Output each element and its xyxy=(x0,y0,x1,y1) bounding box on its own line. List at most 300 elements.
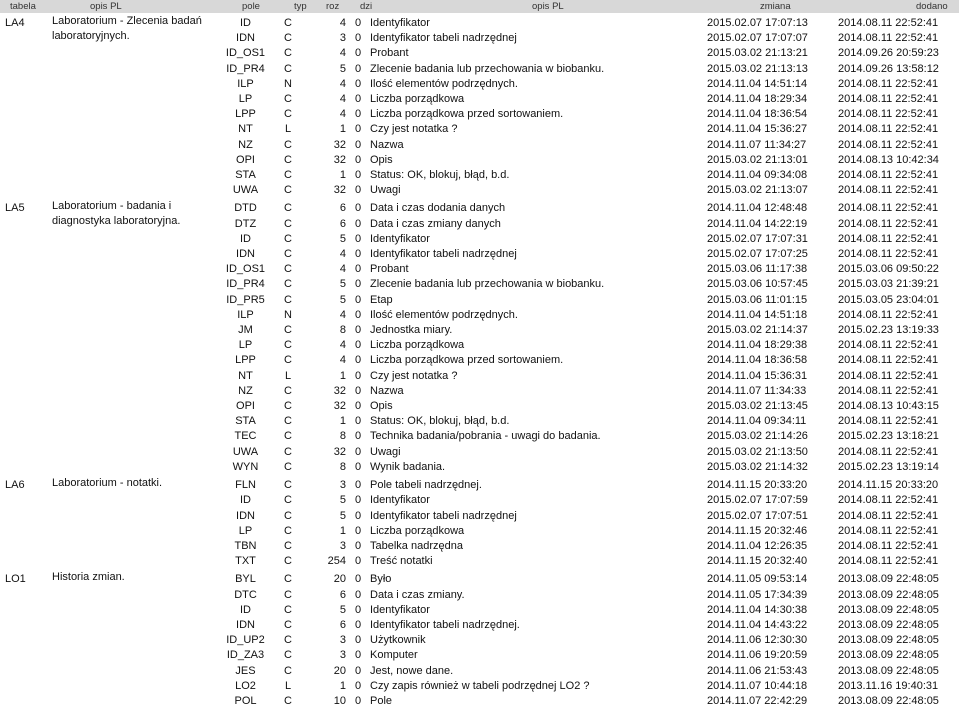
field-size: 4 xyxy=(339,47,346,60)
field-decimals: 0 xyxy=(354,524,362,537)
field-name: OPI xyxy=(236,400,255,413)
field-description: Probant xyxy=(370,263,409,276)
field-modified: 2014.11.15 20:32:46 xyxy=(707,524,808,537)
field-size: 4 xyxy=(339,248,346,261)
field-description: Wynik badania. xyxy=(370,460,446,473)
field-type: C xyxy=(284,479,292,492)
field-size: 3 xyxy=(339,32,346,45)
field-size: 32 xyxy=(333,138,346,151)
field-added: 2014.08.11 22:52:41 xyxy=(838,217,939,230)
field-modified: 2015.03.02 21:14:26 xyxy=(707,430,808,443)
field-decimals: 0 xyxy=(354,664,362,677)
field-modified: 2014.11.04 15:36:27 xyxy=(707,123,808,136)
field-name: WYN xyxy=(232,460,259,473)
field-name: ID xyxy=(240,17,251,29)
field-modified: 2014.11.04 18:29:38 xyxy=(707,339,808,352)
field-size: 1 xyxy=(339,123,346,136)
field-type: C xyxy=(284,603,292,616)
field-name: STA xyxy=(235,169,256,182)
field-size: 32 xyxy=(333,445,346,458)
field-modified: 2015.02.07 17:07:51 xyxy=(707,509,808,522)
field-type: C xyxy=(284,108,292,121)
field-type: C xyxy=(284,354,292,367)
field-decimals: 0 xyxy=(354,339,362,352)
field-added: 2014.08.11 22:52:41 xyxy=(838,524,939,537)
field-modified: 2014.11.04 18:36:54 xyxy=(707,108,808,121)
header-roz: roz xyxy=(326,1,340,12)
field-modified: 2014.11.07 10:44:18 xyxy=(707,679,808,692)
field-added: 2014.09.26 13:58:12 xyxy=(838,62,939,75)
field-modified: 2014.11.06 12:30:30 xyxy=(707,634,808,647)
field-type: C xyxy=(284,588,292,601)
field-description: Jednostka miary. xyxy=(370,324,453,337)
field-modified: 2015.03.02 21:14:37 xyxy=(707,324,808,337)
field-size: 32 xyxy=(333,384,346,397)
header-opis-pl: opis PL xyxy=(90,1,122,12)
field-type: C xyxy=(284,430,292,443)
field-name: POL xyxy=(234,694,257,707)
field-added: 2014.08.11 22:52:41 xyxy=(838,308,939,321)
field-description: Identyfikator tabeli nadrzędnej. xyxy=(370,618,520,631)
field-added: 2013.08.09 22:48:05 xyxy=(838,573,939,586)
field-name: ID xyxy=(240,603,251,616)
field-size: 6 xyxy=(339,588,346,601)
field-name: ID_UP2 xyxy=(226,634,265,647)
field-size: 32 xyxy=(333,400,346,413)
field-description: Liczba porządkowa xyxy=(370,339,465,352)
field-type: C xyxy=(284,649,292,662)
table-row xyxy=(0,475,959,493)
field-description: Tabelka nadrzędna xyxy=(370,539,463,552)
field-modified: 2014.11.15 20:32:40 xyxy=(707,555,808,568)
field-size: 5 xyxy=(339,278,346,291)
field-type: C xyxy=(284,618,292,631)
field-name: DTZ xyxy=(234,217,257,230)
field-description: Technika badania/pobrania - uwagi do badania. xyxy=(370,430,601,443)
field-name: ILP xyxy=(237,77,254,90)
field-size: 1 xyxy=(339,679,346,692)
field-name: LPP xyxy=(235,108,256,121)
field-type: C xyxy=(284,539,292,552)
table-row xyxy=(0,569,959,587)
field-modified: 2015.03.02 21:14:32 xyxy=(707,460,808,473)
field-type: L xyxy=(284,679,292,692)
field-name: IDN xyxy=(236,32,255,45)
field-size: 6 xyxy=(339,202,346,215)
field-decimals: 0 xyxy=(354,694,362,707)
field-size: 6 xyxy=(339,618,346,631)
field-size: 4 xyxy=(339,354,346,367)
field-added: 2013.08.09 22:48:05 xyxy=(838,588,939,601)
field-modified: 2015.03.06 10:57:45 xyxy=(707,278,808,291)
field-added: 2014.08.11 22:52:41 xyxy=(838,354,939,367)
field-name: TBN xyxy=(234,539,257,552)
field-name: ID_PR4 xyxy=(226,62,265,75)
field-size: 20 xyxy=(333,573,346,586)
field-description: Zlecenie badania lub przechowania w biobanku. xyxy=(370,62,605,75)
field-type: N xyxy=(284,77,292,90)
field-modified: 2014.11.15 20:33:20 xyxy=(707,479,808,492)
field-decimals: 0 xyxy=(354,62,362,75)
field-added: 2015.02.23 13:19:14 xyxy=(838,460,939,473)
field-decimals: 0 xyxy=(354,588,362,601)
field-size: 4 xyxy=(339,108,346,121)
field-size: 254 xyxy=(327,555,346,568)
field-decimals: 0 xyxy=(354,445,362,458)
field-description: Nazwa xyxy=(370,384,404,397)
field-decimals: 0 xyxy=(354,369,362,382)
table-header xyxy=(0,0,959,13)
header-opis-kolumny: opis PL xyxy=(532,1,564,12)
field-size: 10 xyxy=(333,694,346,707)
field-description: Status: OK, blokuj, błąd, b.d. xyxy=(370,415,510,428)
field-name: ILP xyxy=(237,308,254,321)
field-type: C xyxy=(284,524,292,537)
field-name: IDN xyxy=(236,248,255,261)
field-decimals: 0 xyxy=(354,649,362,662)
field-description: Pole xyxy=(370,694,393,707)
field-name: ID xyxy=(240,232,251,245)
field-description: Status: OK, blokuj, błąd, b.d. xyxy=(370,169,510,182)
field-modified: 2015.03.06 11:17:38 xyxy=(707,263,808,276)
header-dodano: dodano xyxy=(916,1,948,12)
field-decimals: 0 xyxy=(354,77,362,90)
field-added: 2015.03.06 09:50:22 xyxy=(838,263,939,276)
field-decimals: 0 xyxy=(354,603,362,616)
field-added: 2015.02.23 13:18:21 xyxy=(838,430,939,443)
field-size: 8 xyxy=(339,430,346,443)
field-added: 2013.08.09 22:48:05 xyxy=(838,603,939,616)
field-modified: 2014.11.06 21:53:43 xyxy=(707,664,808,677)
field-decimals: 0 xyxy=(354,184,362,197)
field-name: LP xyxy=(238,339,253,352)
field-added: 2014.08.11 22:52:41 xyxy=(838,555,939,568)
field-type: C xyxy=(284,339,292,352)
field-added: 2014.08.11 22:52:41 xyxy=(838,184,939,197)
field-description: Opis xyxy=(370,400,393,413)
field-description: Data i czas zmiany danych xyxy=(370,217,501,230)
field-name: ID_OS1 xyxy=(225,47,266,60)
field-description: Data i czas dodania danych xyxy=(370,202,506,215)
field-type: C xyxy=(284,293,292,306)
field-added: 2015.02.23 13:19:33 xyxy=(838,324,939,337)
header-dzi: dzi xyxy=(360,1,373,12)
field-description: Ilość elementów podrzędnych. xyxy=(370,308,518,321)
field-modified: 2015.03.02 21:13:01 xyxy=(707,153,808,166)
field-name: UWA xyxy=(232,184,259,197)
header-pole: pole xyxy=(242,1,260,12)
field-added: 2014.08.11 22:52:41 xyxy=(838,248,939,261)
field-description: Identyfikator tabeli nadrzędnej xyxy=(370,248,517,261)
field-name: NZ xyxy=(238,138,253,151)
field-added: 2014.08.11 22:52:41 xyxy=(838,509,939,522)
field-modified: 2014.11.04 15:36:31 xyxy=(707,369,808,382)
field-decimals: 0 xyxy=(354,384,362,397)
field-added: 2014.08.11 22:52:41 xyxy=(838,339,939,352)
field-added: 2014.08.11 22:52:41 xyxy=(838,494,939,507)
field-decimals: 0 xyxy=(354,202,362,215)
field-added: 2015.03.05 23:04:01 xyxy=(838,293,939,306)
field-size: 4 xyxy=(339,93,346,106)
table-body xyxy=(0,13,959,709)
field-type: C xyxy=(284,400,292,413)
field-size: 6 xyxy=(339,217,346,230)
field-decimals: 0 xyxy=(354,573,362,586)
field-type: C xyxy=(284,93,292,106)
field-decimals: 0 xyxy=(354,354,362,367)
field-modified: 2015.03.06 11:01:15 xyxy=(707,293,808,306)
field-size: 5 xyxy=(339,509,346,522)
header-zmiana: zmiana xyxy=(760,1,791,12)
field-size: 8 xyxy=(339,324,346,337)
field-modified: 2014.11.04 09:34:11 xyxy=(707,415,807,428)
field-description: Uwagi xyxy=(370,184,401,197)
field-added: 2013.08.09 22:48:05 xyxy=(838,649,939,662)
field-modified: 2014.11.05 09:53:14 xyxy=(707,573,808,586)
field-description: Czy jest notatka ? xyxy=(370,123,458,136)
field-added: 2014.08.13 10:42:34 xyxy=(838,153,939,166)
field-name: ID_OS1 xyxy=(225,263,266,276)
field-size: 8 xyxy=(339,460,346,473)
table-row xyxy=(0,13,959,31)
field-decimals: 0 xyxy=(354,430,362,443)
field-type: C xyxy=(284,494,292,507)
field-size: 1 xyxy=(339,369,346,382)
table-name-cell: LO1 xyxy=(5,573,26,586)
field-decimals: 0 xyxy=(354,17,362,29)
field-type: C xyxy=(284,47,292,60)
field-modified: 2014.11.04 14:30:38 xyxy=(707,603,808,616)
field-modified: 2015.03.02 21:13:13 xyxy=(707,62,808,75)
field-size: 1 xyxy=(339,524,346,537)
field-size: 3 xyxy=(339,634,346,647)
table-description-cell: Historia zmian. xyxy=(52,571,125,584)
field-description: Treść notatki xyxy=(370,555,433,568)
field-name: LP xyxy=(238,93,253,106)
field-name: LPP xyxy=(235,354,256,367)
field-description: Liczba porządkowa przed sortowaniem. xyxy=(370,108,564,121)
field-name: UWA xyxy=(232,445,259,458)
field-decimals: 0 xyxy=(354,634,362,647)
field-decimals: 0 xyxy=(354,618,362,631)
field-decimals: 0 xyxy=(354,47,362,60)
field-modified: 2014.11.04 18:36:58 xyxy=(707,354,808,367)
field-decimals: 0 xyxy=(354,494,362,507)
field-decimals: 0 xyxy=(354,217,362,230)
field-added: 2014.08.11 22:52:41 xyxy=(838,384,939,397)
field-type: C xyxy=(284,138,292,151)
fields-table xyxy=(0,13,959,709)
field-size: 3 xyxy=(339,479,346,492)
field-decimals: 0 xyxy=(354,555,362,568)
field-decimals: 0 xyxy=(354,263,362,276)
field-size: 3 xyxy=(339,539,346,552)
field-description: Czy jest notatka ? xyxy=(370,369,458,382)
field-added: 2014.08.11 22:52:41 xyxy=(838,32,939,45)
field-type: C xyxy=(284,415,292,428)
field-size: 3 xyxy=(339,649,346,662)
field-size: 4 xyxy=(339,308,346,321)
field-decimals: 0 xyxy=(354,278,362,291)
field-decimals: 0 xyxy=(354,479,362,492)
field-name: OPI xyxy=(236,153,255,166)
field-added: 2014.09.26 20:59:23 xyxy=(838,47,939,60)
field-decimals: 0 xyxy=(354,324,362,337)
field-modified: 2014.11.06 19:20:59 xyxy=(707,649,808,662)
field-size: 32 xyxy=(333,153,346,166)
field-size: 4 xyxy=(339,339,346,352)
field-modified: 2014.11.04 09:34:08 xyxy=(707,169,808,182)
field-decimals: 0 xyxy=(354,415,362,428)
field-description: Identyfikator xyxy=(370,494,430,507)
field-type: C xyxy=(284,248,292,261)
field-added: 2014.08.11 22:52:41 xyxy=(838,93,939,106)
field-description: Pole tabeli nadrzędnej. xyxy=(370,479,482,492)
field-modified: 2015.02.07 17:07:59 xyxy=(707,494,808,507)
field-name: IDN xyxy=(236,618,255,631)
field-modified: 2014.11.04 12:48:48 xyxy=(707,202,808,215)
field-name: JM xyxy=(238,324,253,337)
field-type: C xyxy=(284,445,292,458)
field-modified: 2015.03.02 21:13:45 xyxy=(707,400,808,413)
field-type: C xyxy=(284,169,292,182)
field-name: TXT xyxy=(235,555,256,568)
field-added: 2014.08.11 22:52:41 xyxy=(838,539,939,552)
field-description: Identyfikator xyxy=(370,232,430,245)
table-description-cell: Laboratorium - badania i diagnostyka laboratoryjna. xyxy=(52,200,181,228)
field-decimals: 0 xyxy=(354,248,362,261)
field-added: 2014.08.11 22:52:41 xyxy=(838,77,939,90)
header-tabela: tabela xyxy=(10,1,36,12)
field-description: Liczba porządkowa xyxy=(370,524,465,537)
field-modified: 2014.11.07 22:42:29 xyxy=(707,694,808,707)
field-modified: 2014.11.04 12:26:35 xyxy=(707,539,808,552)
field-decimals: 0 xyxy=(354,123,362,136)
field-added: 2013.08.09 22:48:05 xyxy=(838,618,939,631)
field-decimals: 0 xyxy=(354,400,362,413)
field-type: C xyxy=(284,17,292,29)
table-name-cell: LA4 xyxy=(5,17,25,29)
field-decimals: 0 xyxy=(354,308,362,321)
field-size: 32 xyxy=(333,184,346,197)
field-decimals: 0 xyxy=(354,679,362,692)
field-name: NT xyxy=(238,123,253,136)
field-added: 2014.08.11 22:52:41 xyxy=(838,138,939,151)
field-modified: 2014.11.04 14:22:19 xyxy=(707,217,808,230)
field-description: Użytkownik xyxy=(370,634,426,647)
field-modified: 2014.11.04 14:43:22 xyxy=(707,618,808,631)
table-row xyxy=(0,198,959,216)
field-added: 2014.08.11 22:52:41 xyxy=(838,17,939,29)
field-type: C xyxy=(284,664,292,677)
field-size: 4 xyxy=(339,77,346,90)
field-size: 4 xyxy=(339,17,346,29)
field-type: C xyxy=(284,634,292,647)
field-description: Jest, nowe dane. xyxy=(370,664,454,677)
field-added: 2014.08.11 22:52:41 xyxy=(838,169,939,182)
field-name: BYL xyxy=(235,573,256,586)
field-name: IDN xyxy=(236,509,255,522)
field-type: C xyxy=(284,555,292,568)
field-decimals: 0 xyxy=(354,509,362,522)
field-type: C xyxy=(284,217,292,230)
field-modified: 2015.03.02 21:13:50 xyxy=(707,445,808,458)
field-description: Nazwa xyxy=(370,138,404,151)
field-size: 1 xyxy=(339,169,346,182)
field-size: 1 xyxy=(339,415,346,428)
field-type: C xyxy=(284,32,292,45)
field-description: Probant xyxy=(370,47,409,60)
field-name: JES xyxy=(235,664,256,677)
field-decimals: 0 xyxy=(354,460,362,473)
field-added: 2014.08.11 22:52:41 xyxy=(838,202,939,215)
field-added: 2014.08.11 22:52:41 xyxy=(838,445,939,458)
field-type: C xyxy=(284,278,292,291)
field-size: 4 xyxy=(339,263,346,276)
field-description: Komputer xyxy=(370,649,418,662)
field-description: Uwagi xyxy=(370,445,401,458)
field-modified: 2015.02.07 17:07:07 xyxy=(707,32,808,45)
field-name: FLN xyxy=(235,479,256,492)
field-type: L xyxy=(284,123,292,136)
field-name: LO2 xyxy=(235,679,256,692)
field-decimals: 0 xyxy=(354,232,362,245)
field-name: NT xyxy=(238,369,253,382)
field-modified: 2014.11.04 14:51:18 xyxy=(707,308,808,321)
field-size: 5 xyxy=(339,232,346,245)
field-modified: 2015.02.07 17:07:31 xyxy=(707,232,808,245)
field-type: C xyxy=(284,573,292,586)
field-name: TEC xyxy=(234,430,257,443)
field-name: ID_PR5 xyxy=(226,293,265,306)
field-name: ID xyxy=(240,494,251,507)
field-added: 2013.11.16 19:40:31 xyxy=(838,679,939,692)
field-decimals: 0 xyxy=(354,138,362,151)
field-description: Zlecenie badania lub przechowania w biobanku. xyxy=(370,278,605,291)
field-modified: 2014.11.04 14:51:14 xyxy=(707,77,808,90)
field-type: C xyxy=(284,324,292,337)
field-modified: 2014.11.07 11:34:33 xyxy=(707,384,807,397)
field-description: Identyfikator tabeli nadrzędnej xyxy=(370,509,517,522)
field-decimals: 0 xyxy=(354,32,362,45)
field-size: 20 xyxy=(333,664,346,677)
field-name: DTD xyxy=(234,202,257,215)
field-size: 5 xyxy=(339,494,346,507)
field-added: 2014.08.11 22:52:41 xyxy=(838,123,939,136)
table-name-cell: LA6 xyxy=(5,479,25,492)
field-type: C xyxy=(284,202,292,215)
field-name: NZ xyxy=(238,384,253,397)
field-added: 2013.08.09 22:48:05 xyxy=(838,664,939,677)
field-decimals: 0 xyxy=(354,293,362,306)
field-description: Etap xyxy=(370,293,393,306)
field-type: C xyxy=(284,460,292,473)
field-modified: 2015.03.02 21:13:07 xyxy=(707,184,808,197)
field-added: 2015.03.03 21:39:21 xyxy=(838,278,939,291)
field-added: 2014.08.11 22:52:41 xyxy=(838,108,939,121)
field-decimals: 0 xyxy=(354,169,362,182)
field-description: Data i czas zmiany. xyxy=(370,588,465,601)
field-type: C xyxy=(284,384,292,397)
field-type: C xyxy=(284,694,292,707)
field-name: ID_ZA3 xyxy=(226,649,265,662)
table-description-cell: Laboratorium - notatki. xyxy=(52,477,163,490)
field-decimals: 0 xyxy=(354,539,362,552)
field-added: 2013.08.09 22:48:05 xyxy=(838,634,939,647)
field-description: Identyfikator tabeli nadrzędnej xyxy=(370,32,517,45)
field-added: 2014.08.11 22:52:41 xyxy=(838,415,939,428)
field-type: C xyxy=(284,509,292,522)
